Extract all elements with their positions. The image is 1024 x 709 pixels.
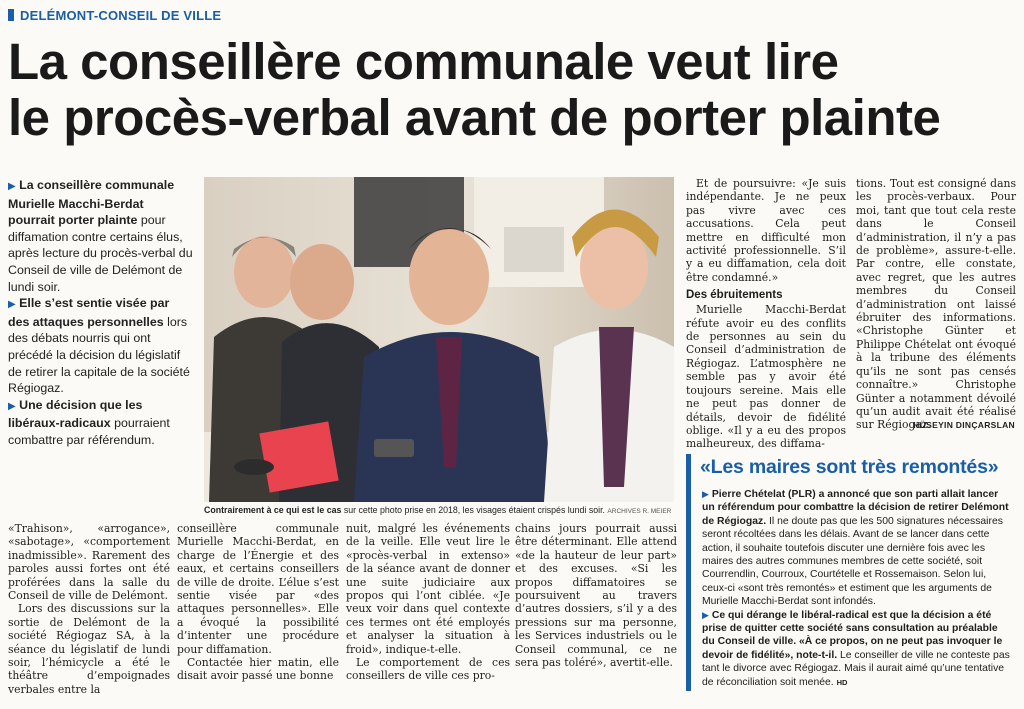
author-byline: HÜSEYIN DINÇARSLAN [913, 420, 1015, 430]
article-column-2: conseillère communale Murielle Macchi-Berdat, en charge de l’Énergie et des eaux, et certains conseillers de ville de droite. L’élue s’est sentie visée par «des attaques personnelles». Elle a évoqué la possibilité d’intenter une procédure pour diffamation. Contactée hier matin, elle disait avoir passé une bonne [177, 522, 339, 683]
box-body [702, 488, 1012, 689]
headline-line-1: La conseillère communale veut lire [8, 33, 839, 90]
article-column-1: «Trahison», «arrogance», «sabotage», «comportement inadmissible». Rarement des paroles aussi fortes ont été proférées dans la salle du Conseil de ville de Delémont. Lors des discussions sur la sortie de Delémont de la société Régiogaz SA, à la séance du législatif de lundi soir, l’hémicycle a été le théâtre d’empoignades verbales entre la [8, 522, 170, 696]
rubric-label: DELÉMONT-CONSEIL DE VILLE [20, 7, 222, 23]
photo-illustration [204, 177, 674, 502]
box-signature: HD [836, 677, 848, 687]
lead-item: ▶ La conseillère communale Murielle Macchi-Berdat pourrait porter plainte pour diffamation contre certains élus, après lecture du procès-verbal du Conseil de ville de Delémont de lundi soir. [8, 178, 193, 294]
triangle-bullet-icon: ▶ [8, 400, 16, 412]
triangle-bullet-icon: ▶ [8, 299, 16, 311]
box-paragraph: ▶ Ce qui dérange le libéral-radical est que la décision a été prise de quitter cette société sans consultation au préalable du Conseil de ville. «À ce propos, on ne peut pas invoquer le devoir de fidélité», note-t-il. Le conseiller de ville ne conteste pas tant le divorce avec Régiogaz. Mais il aurait aimé qu’une tentative de réconciliation soit menée. HD [702, 609, 1010, 688]
lead-item: ▶ Une décision que les libéraux-radicaux pourraient combattre par référendum. [8, 397, 170, 447]
box-accent-bar [686, 454, 691, 691]
box-title: «Les maires sont très remontés» [700, 456, 999, 478]
triangle-bullet-icon: ▶ [702, 489, 709, 499]
box-paragraph: ▶ Pierre Chételat (PLR) a annoncé que son parti allait lancer un référendum pour combattre la décision de retirer Delémont de Régiogaz. Il ne doute pas que les 500 signatures nécessaires seront récoltées dans les délais. Avant de se lancer dans cette action, il souhaite toutefois discuter une dernière fois avec les maires des autres communes membres de cette société, soit Courrendlin, Courroux, Courtételle et Rossemaison. Selon lui, ceux-ci «sont très remontés» et estiment que les arguments de Murielle Macchi-Berdat sont infondés. [702, 489, 1009, 608]
article-column-4: chains jours pourrait aussi être déterminant. Elle attend «de la hauteur de leur part» et des excuses. «Si les propos diffamatoires se poursuivent au travers d’autres dossiers, s’il y a des pressions sur ma personne, les Services industriels ou le Conseil communal, ce ne sera pas toléré», avertit-elle. [515, 522, 677, 670]
headline-line-2: le procès-verbal avant de porter plainte [8, 89, 941, 146]
council-meeting-photo [204, 177, 674, 502]
photo-credit: ARCHIVES R. MEIER [607, 508, 672, 515]
subheading: Des ébruitements [686, 289, 783, 302]
sidebar-box [686, 454, 1018, 691]
lead-item: ▶ Elle s’est sentie visée par des attaques personnelles lors des débats nourris qui ont précédé la décision du législatif de retirer la capitale de la société Régiogaz. [8, 296, 190, 396]
article-headline [8, 34, 1018, 146]
triangle-bullet-icon: ▶ [702, 609, 709, 620]
triangle-bullet-icon: ▶ [8, 181, 16, 192]
rubric-marker [8, 9, 14, 21]
article-column-5: Et de poursuivre: «Je suis indépendante. Je ne peux pas vivre avec ces accusations. Cela peut mettre en difficulté mon activité professionnelle. S’il y a eu diffamation, cela doit être condamné.» Des ébruitements Murielle Macchi-Berdat réfute avoir eu des conflits de personnes au sein du Conseil d’administration de Régiogaz. L’atmosphère ne semble pas y avoir été toujours sereine. Mais elle ne peut pas donner de détails, devoir de fidélité oblige. «Il y a eu des propos malheureux, des diffama- [686, 177, 846, 451]
article-column-3: nuit, malgré les événements de la veille. Elle veut lire le «procès-verbal in extenso» de la séance avant de donner une suite judiciaire aux propos qui l’ont ciblée. «Je veux voir dans quel contexte ces termes ont été employés et analyser la situation à froid», indique-t-elle. Le comportement de ces conseillers de ville ces pro- [346, 522, 510, 683]
photo-caption: Contrairement à ce qui est le cas sur cette photo prise en 2018, les visages étaient crispés lundi soir. ARCHIVES R. MEIER [204, 505, 672, 515]
lead-summary [8, 177, 193, 449]
section-rubric [8, 6, 221, 24]
article-column-6: tions. Tout est consigné dans les procès-verbaux. Pour moi, tant que tout cela reste dans le Conseil d’administration, il n’y a pas de problème», assure-t-elle. Par contre, elle constate, avec regret, que les autres membres du Conseil d’administration ont laissé ébruiter des informations. «Christophe Günter et Philippe Chételat ont évoqué à la tribune des éléments qu’ils ne sont pas censés connaître.» Christophe Günter a notamment dévoilé qu’un audit avait été réalisé sur Régiogaz. [856, 177, 1016, 432]
